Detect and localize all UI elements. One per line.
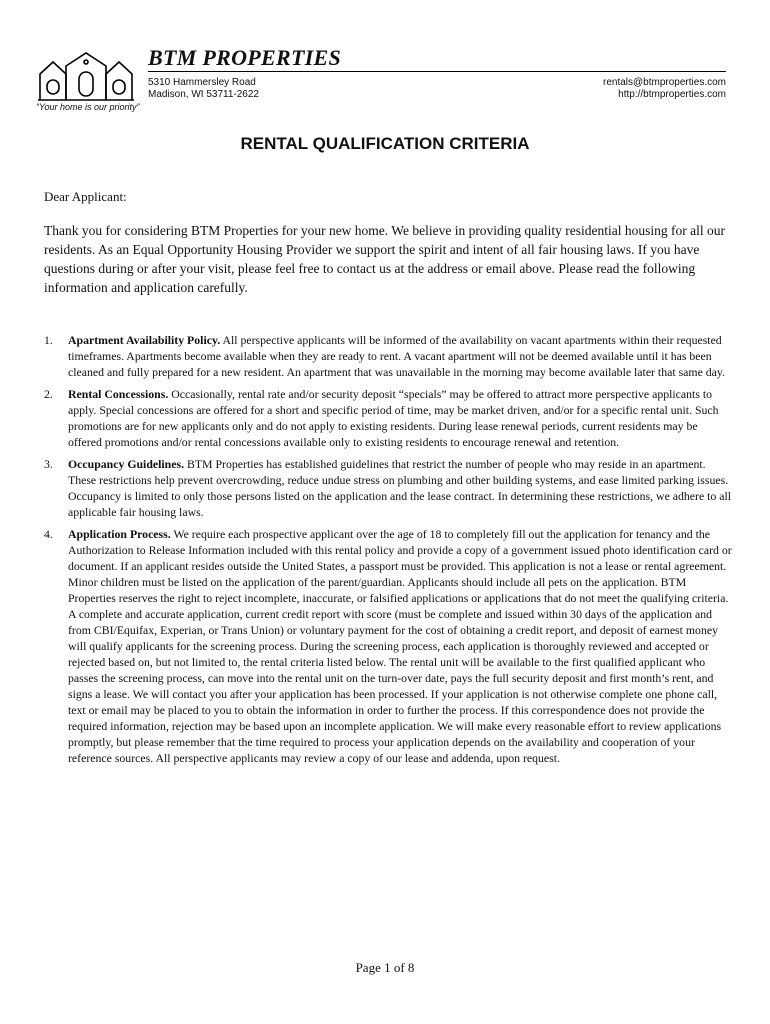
address-line-2: Madison, WI 53711-2622	[148, 89, 259, 100]
email-link[interactable]: rentals@btmproperties.com	[603, 77, 726, 88]
company-name: BTM PROPERTIES	[148, 45, 342, 70]
item-text: BTM Properties has established guidelines that restrict the number of people who may reside in an apartment. These restrictions help prevent overcrowding, reduce undue stress on plumbing and other building systems, and ease limited parking issues. Occupancy is limited to only those persons listed on the application and the lease contract. In determining these restrictions, we adhere to all applicable fair housing laws.	[68, 457, 732, 519]
item-number: 2.	[44, 387, 53, 401]
company-contact	[603, 77, 726, 101]
item-text: All perspective applicants will be informed of the availability on vacant apartments within their requested timeframes. Apartments become available when they are ready to rent. A vacant apartment will not be deemed available until it has been cleaned and fully prepared for a new resident. An apartment that was unavailable in the morning may become available later that same day.	[68, 333, 725, 379]
list-item	[44, 332, 732, 380]
address-line-1: 5310 Hammersley Road	[148, 77, 256, 88]
page-number: Page 1 of 8	[355, 960, 415, 975]
item-number: 3.	[44, 457, 53, 471]
item-heading: Occupancy Guidelines.	[68, 457, 185, 471]
item-heading: Apartment Availability Policy.	[68, 333, 221, 347]
houses-logo-icon	[36, 50, 136, 102]
item-text: We require each prospective applicant over the age of 18 to completely fill out the application for tenancy and the Authorization to Release Information included with this rental policy and provide a copy of a government issued photo identification card or document. If an applicant resides outside the United States, a passport must be provided. This application is not a lease or rental agreement. Minor children must be listed on the application of the parent/guardian. Applicants should include all pets on the application. BTM Properties reserves the right to reject incomplete, inaccurate, or falsified applications or applications that do not meet the qualifying criteria. A complete and accurate application, current credit report with score (must be complete and issued within 30 days of the application and from CBI/Equifax, Experian, or Trans Union) or voluntary payment for the cost of obtaining a credit report, and deposit of earnest money will qualify applicants for the screening process. During the screening process, each application is thoroughly reviewed and accepted or rejected based on, but not limited to, the rental criteria listed below. The rental unit will be available to the first qualified applicant who passes the screening process, can move into the rental unit on the turn-over date, pays the full security deposit and first month’s rent, and signs a lease. We will contact you after your application has been processed. If your application is not otherwise complete one phone call, text or email may be placed to you to obtain the information in order to further the process. If this correspondence does not provide the required information, rejection may be based upon an incomplete application. We will make every reasonable effort to review applications promptly, but please remember that the time required to process your application depends on the availability and cooperation of your reference sources. All perspective applicants may review a copy of our lease and addenda, upon request.	[68, 527, 732, 765]
intro-text: Thank you for considering BTM Properties for your new home. We believe in providing quality residential housing for all our residents. As an Equal Opportunity Housing Provider we support the spirit and intent of all fair housing laws. If you have questions during or after your visit, please feel free to contact us at the address or email above. Please read the following information and application carefully.	[44, 223, 726, 295]
list-item	[44, 526, 732, 766]
tagline: “Your home is our priority”	[36, 102, 140, 112]
list-item	[44, 456, 732, 520]
item-number: 1.	[44, 333, 53, 347]
criteria-list	[44, 332, 732, 772]
item-heading: Rental Concessions.	[68, 387, 169, 401]
document-title: RENTAL QUALIFICATION CRITERIA	[240, 134, 530, 153]
company-address	[148, 77, 259, 101]
intro-paragraph	[44, 221, 732, 297]
item-text: Occasionally, rental rate and/or security deposit “specials” may be offered to attract more perspective applicants to apply. Special concessions are offered for a short and specific period of time, may be market driven, and/or for a specific rental unit. Such promotions are for new applicants only and do not apply to existing residents. During lease renewal periods, current residents may be offered promotions and/or rental concessions available only to existing residents to encourage renewal and retention.	[68, 387, 719, 449]
item-heading: Application Process.	[68, 527, 171, 541]
list-item	[44, 386, 732, 450]
salutation: Dear Applicant:	[44, 189, 127, 204]
item-number: 4.	[44, 527, 53, 541]
header-divider	[148, 71, 726, 72]
website-link[interactable]: http://btmproperties.com	[618, 89, 726, 100]
